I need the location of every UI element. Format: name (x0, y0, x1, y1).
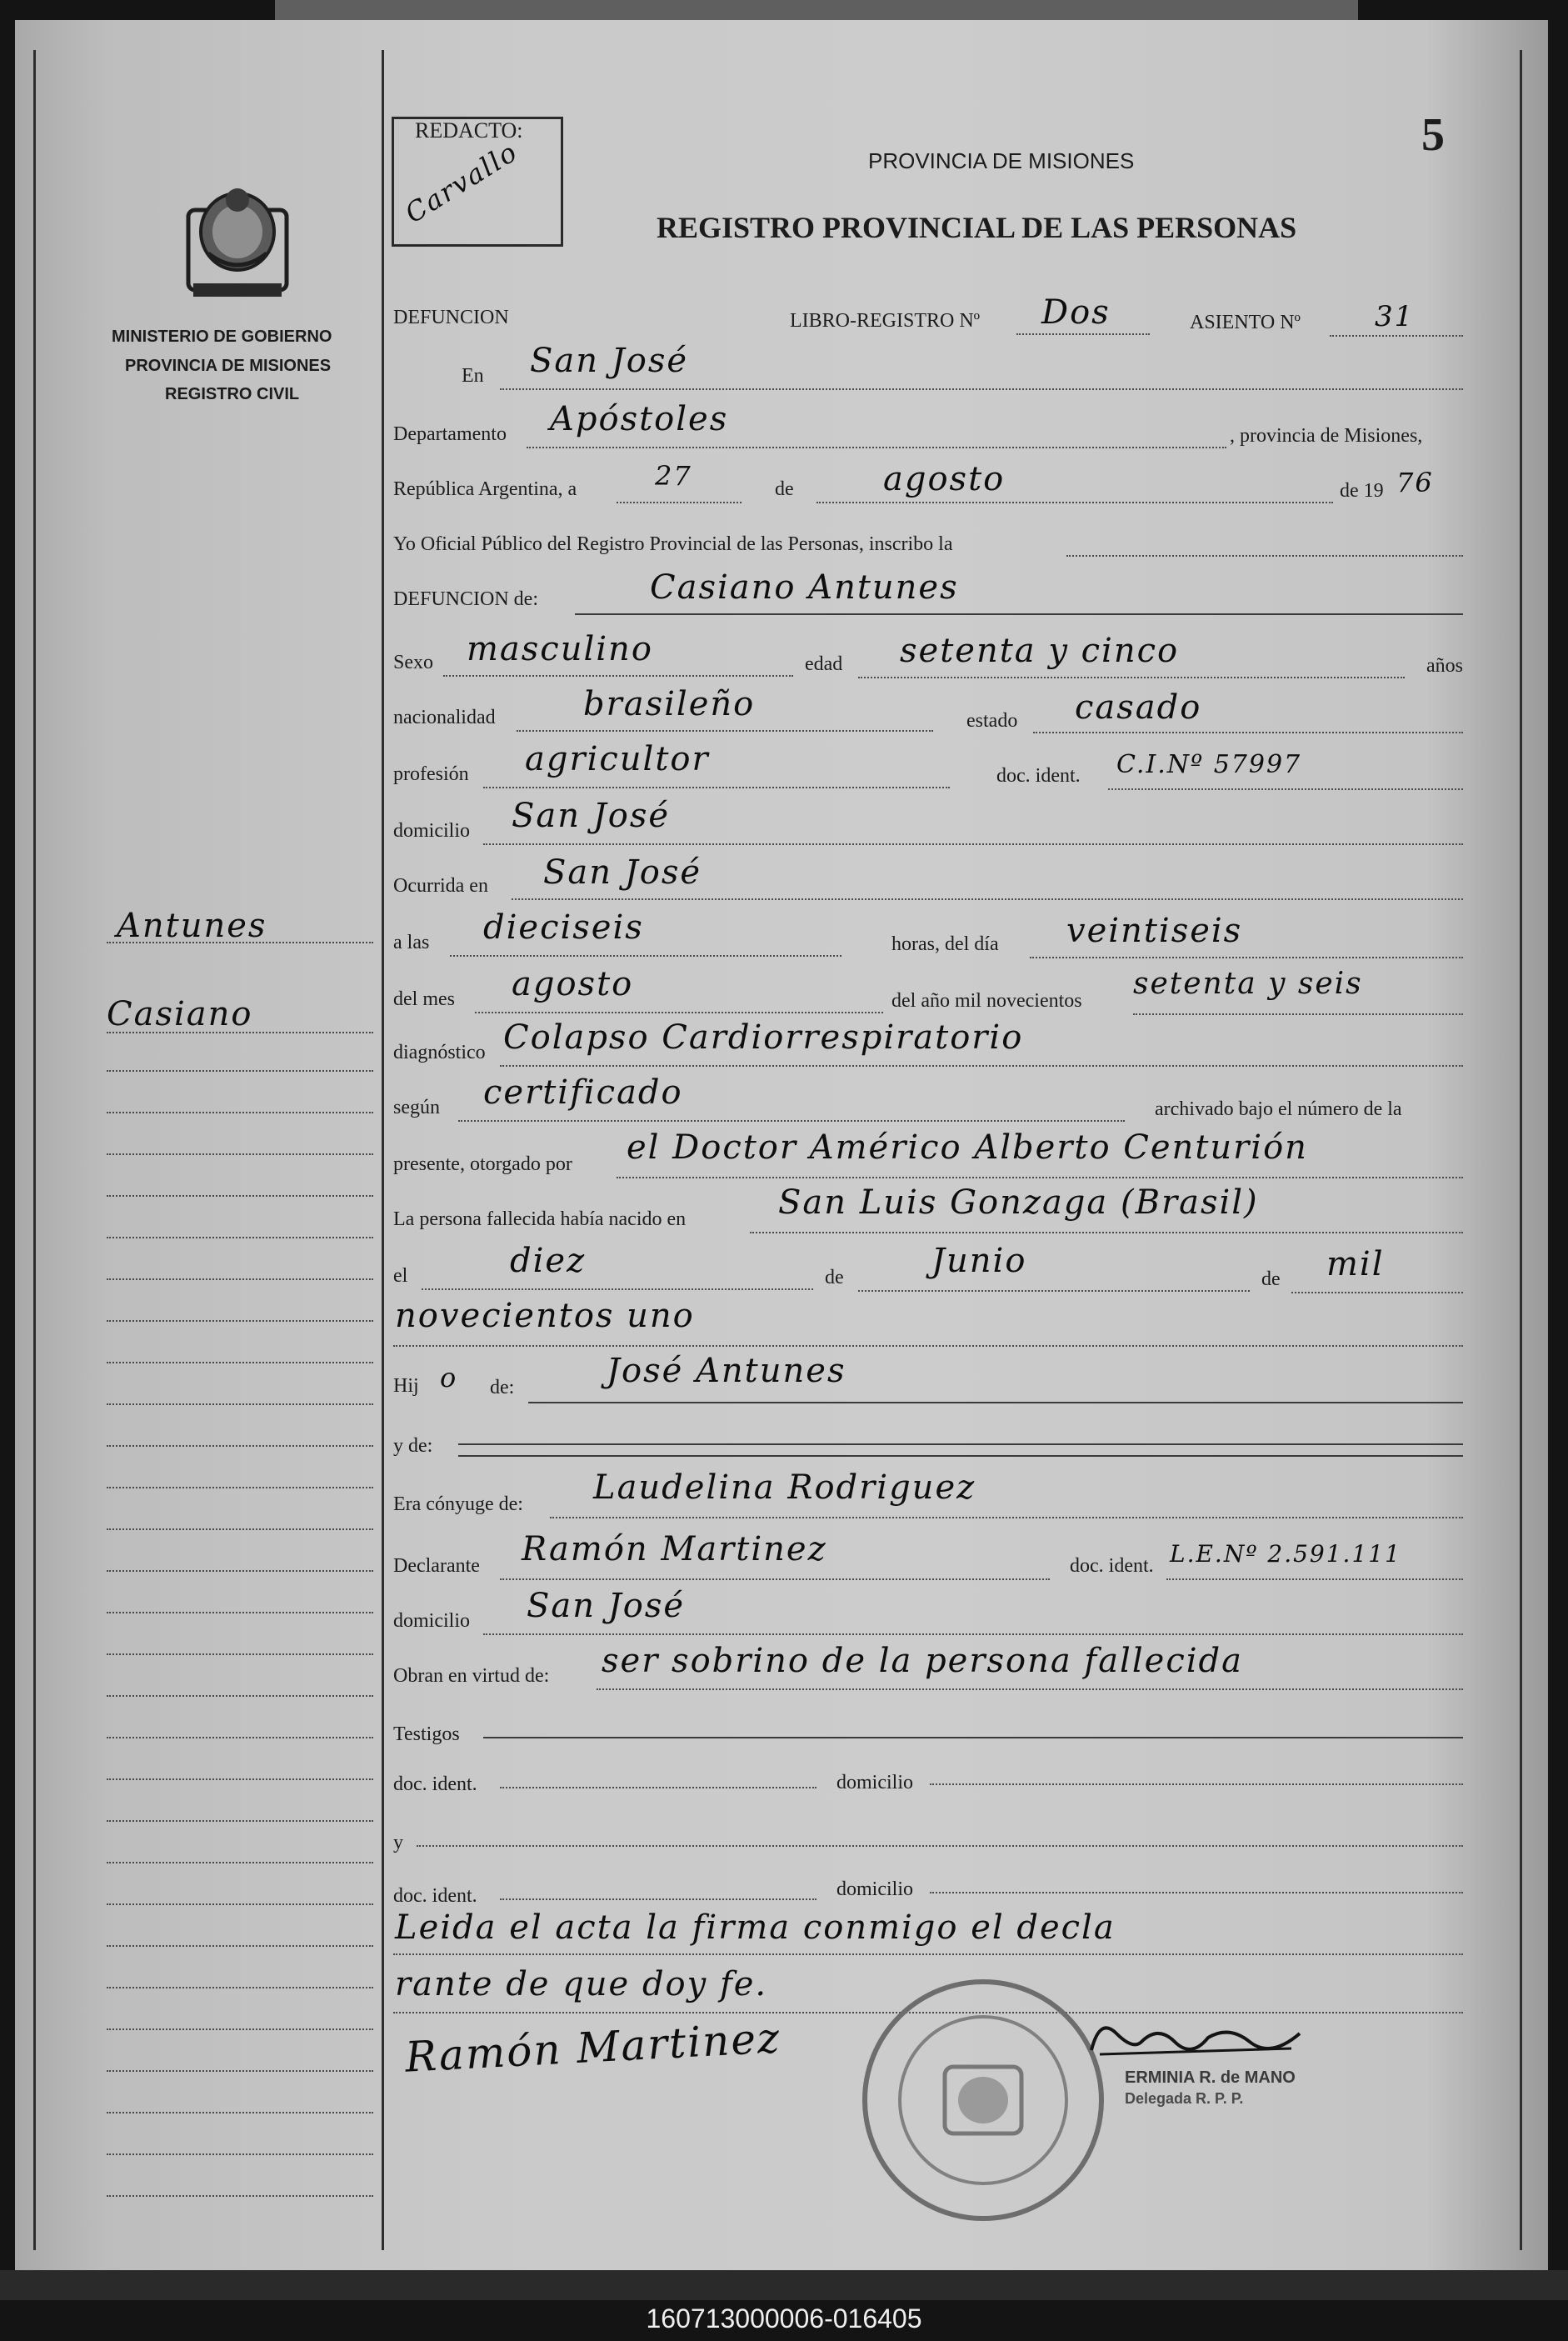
margin-line (107, 2112, 373, 2113)
declarante-domicilio-line (483, 1633, 1463, 1635)
testigo-2-line (417, 1845, 1463, 1847)
madre-line-1 (458, 1443, 1463, 1445)
dia-line (617, 502, 742, 503)
libro-registro-label: LIBRO-REGISTRO Nº (790, 310, 981, 332)
margin-line (107, 1528, 373, 1530)
diagnostico-label: diagnóstico (393, 1042, 486, 1063)
departamento-label: Departamento (393, 423, 507, 445)
diagnostico-line (500, 1065, 1463, 1067)
scan-top-edge (275, 0, 1358, 22)
declarante-doc-value: L.E.Nº 2.591.111 (1170, 1540, 1401, 1568)
defuncion-de-label: DEFUNCION de: (393, 588, 538, 610)
margin-line (107, 1320, 373, 1322)
yo-oficial-line (1066, 555, 1463, 557)
archivado-label: archivado bajo el número de la (1155, 1098, 1402, 1120)
nacionalidad-label: nacionalidad (393, 707, 496, 728)
nacido-en-label: La persona fallecida había nacido en (393, 1208, 687, 1230)
de-label-2: de (825, 1267, 844, 1288)
mes-value: agosto (883, 460, 1006, 498)
conyuge-value: Laudelina Rodriguez (593, 1468, 976, 1507)
mes-line (816, 502, 1333, 503)
margin-line (107, 1445, 373, 1447)
declarant-signature: Ramón Martinez (403, 2013, 782, 2082)
otorgado-value: el Doctor Américo Alberto Centurión (627, 1128, 1308, 1167)
departamento-value: Apóstoles (550, 400, 729, 438)
padre-value: José Antunes (607, 1352, 846, 1390)
obran-label: Obran en virtud de: (393, 1665, 550, 1687)
margin-line (107, 1987, 373, 1988)
en-line (500, 388, 1463, 390)
presente-label: presente, otorgado por (393, 1153, 572, 1175)
sexo-label: Sexo (393, 652, 433, 673)
document-id: 160713000006-016405 (646, 2303, 922, 2333)
hij-suffix: o (440, 1362, 458, 1393)
de-label-1: de (775, 478, 794, 500)
margin-line (107, 1862, 373, 1863)
margin-line (107, 1237, 373, 1238)
testigo-2-domicilio-label: domicilio (836, 1878, 913, 1900)
coat-of-arms-seal (177, 177, 298, 303)
right-border (1520, 50, 1522, 2250)
asiento-line (1330, 335, 1463, 337)
de-19-label: de 19 (1340, 480, 1384, 502)
mes-muerte-line (475, 1012, 883, 1013)
ocurrida-en-label: Ocurrida en (393, 875, 488, 897)
margin-line (107, 2070, 373, 2072)
registry-title: REGISTRO PROVINCIAL DE LAS PERSONAS (657, 211, 1297, 244)
margin-given-name: Casiano (107, 995, 253, 1033)
scan-bottom-edge (0, 2270, 1568, 2300)
hij-de-label: de: (490, 1377, 515, 1398)
estado-value: casado (1075, 688, 1202, 727)
official-signature (1083, 2008, 1316, 2067)
margin-line (107, 1070, 373, 1072)
official-name: ERMINIA R. de MANO (1125, 2068, 1296, 2087)
profesion-label: profesión (393, 763, 469, 785)
dia-muerte-value: veintiseis (1066, 912, 1243, 950)
declarante-domicilio-value: San José (527, 1587, 686, 1625)
segun-line (458, 1120, 1125, 1122)
margin-line (107, 1362, 373, 1363)
testigo-1-domicilio-label: domicilio (836, 1772, 913, 1793)
del-ano-label: del año mil novecientos (891, 990, 1082, 1012)
nacido-en-line (750, 1232, 1463, 1233)
margin-line (107, 1612, 373, 1613)
margin-line (107, 1403, 373, 1405)
hora-line (450, 955, 841, 957)
hora-value: dieciseis (483, 908, 644, 947)
anos-label: años (1426, 655, 1463, 677)
y-label: y (393, 1832, 403, 1853)
edad-value: setenta y cinco (900, 632, 1180, 670)
diagnostico-value: Colapso Cardiorrespiratorio (503, 1018, 1024, 1057)
margin-line (107, 1653, 373, 1655)
testigo-2-doc-line (500, 1898, 816, 1900)
defuncion-label: DEFUNCION (393, 307, 509, 328)
ano-value: 76 (1396, 467, 1434, 498)
hij-label: Hij (393, 1375, 419, 1397)
otorgado-line (617, 1177, 1463, 1178)
margin-line (107, 1903, 373, 1905)
domicilio-value: San José (512, 797, 671, 835)
horas-del-dia-label: horas, del día (891, 933, 999, 955)
margin-line (107, 1737, 373, 1738)
margin-line (107, 1778, 373, 1780)
madre-line-2 (458, 1455, 1463, 1457)
column-divider (382, 50, 384, 2250)
declarante-line (500, 1578, 1050, 1580)
margin-line (107, 1112, 373, 1113)
nac-ano-value-2: novecientos uno (395, 1297, 695, 1335)
conyuge-label: Era cónyuge de: (393, 1493, 523, 1515)
dia-muerte-line (1030, 957, 1463, 958)
margin-line (107, 2153, 373, 2155)
declarante-label: Declarante (393, 1555, 480, 1577)
testigos-label: Testigos (393, 1723, 460, 1745)
nac-dia-value: diez (510, 1242, 587, 1280)
obran-value: ser sobrino de la persona fallecida (602, 1642, 1243, 1680)
asiento-value: 31 (1375, 300, 1415, 333)
mes-muerte-value: agosto (512, 965, 634, 1003)
nac-dia-line (422, 1288, 813, 1290)
conyuge-line (550, 1517, 1463, 1518)
del-mes-label: del mes (393, 988, 455, 1010)
margin-line (107, 1820, 373, 1822)
doc-ident-label: doc. ident. (996, 765, 1081, 787)
domicilio-line (483, 843, 1463, 845)
margin-line (107, 1278, 373, 1280)
sexo-line (443, 675, 793, 677)
libro-line (1016, 333, 1150, 335)
nac-mes-line (858, 1290, 1250, 1292)
defuncion-de-line (575, 613, 1463, 615)
testigo-2-domicilio-line (930, 1892, 1463, 1893)
declarante-doc-label: doc. ident. (1070, 1555, 1154, 1577)
testigos-line (483, 1737, 1463, 1738)
redacto-label: REDACTO: (415, 118, 523, 143)
page-number: 5 (1421, 109, 1445, 161)
left-border (33, 50, 36, 2250)
declarante-value: Ramón Martinez (522, 1530, 827, 1568)
province-line: PROVINCIA DE MISIONES (125, 357, 332, 375)
closing-line-1 (393, 1953, 1463, 1955)
margin-line (107, 1487, 373, 1488)
yo-oficial-text: Yo Oficial Público del Registro Provincial de las Personas, inscribo la (393, 533, 953, 555)
deceased-name: Casiano Antunes (650, 568, 959, 607)
segun-label: según (393, 1097, 440, 1118)
official-title: Delegada R. P. P. (1125, 2090, 1244, 2107)
republica-label: República Argentina, a (393, 478, 577, 500)
asiento-label: ASIENTO Nº (1190, 312, 1301, 333)
ano-muerte-line (1133, 1013, 1463, 1015)
y-de-label: y de: (393, 1435, 433, 1457)
margin-surname: Antunes (117, 907, 267, 945)
en-label: En (462, 365, 484, 387)
margin-line (107, 1945, 373, 1947)
province-title: PROVINCIA DE MISIONES (868, 148, 1135, 173)
margin-line (107, 1195, 373, 1197)
nac-ano-line (1291, 1292, 1463, 1293)
ocurrida-value: San José (543, 853, 702, 892)
testigo-1-doc-line (500, 1787, 816, 1788)
departamento-line (527, 447, 1226, 448)
de-label-3: de (1261, 1268, 1281, 1290)
nac-mes-value: Junio (931, 1242, 1027, 1280)
nac-ano-value-1: mil (1326, 1245, 1385, 1283)
edad-label: edad (805, 653, 843, 675)
closing-text-2: rante de que doy fe. (395, 1965, 768, 2003)
testigo-2-doc-label: doc. ident. (393, 1885, 477, 1907)
margin-line (107, 2195, 373, 2197)
nacido-en-value: San Luis Gonzaga (Brasil) (778, 1183, 1259, 1222)
margin-line (107, 2028, 373, 2030)
estado-label: estado (966, 710, 1018, 732)
profesion-line (483, 787, 950, 788)
provincia-label: , provincia de Misiones, (1230, 425, 1423, 447)
en-value: San José (530, 342, 689, 380)
el-label: el (393, 1265, 408, 1287)
testigo-1-doc-label: doc. ident. (393, 1773, 477, 1795)
testigo-1-domicilio-line (930, 1783, 1463, 1785)
ministry-line: MINISTERIO DE GOBIERNO (112, 328, 332, 346)
segun-value: certificado (483, 1073, 683, 1112)
padre-line (528, 1402, 1463, 1403)
edad-line (858, 677, 1405, 678)
declarante-doc-line (1166, 1578, 1463, 1580)
doc-ident-line (1108, 788, 1463, 790)
libro-value: Dos (1041, 293, 1111, 332)
declarante-domicilio-label: domicilio (393, 1610, 470, 1632)
closing-text-1: Leida el acta la firma conmigo el decla (395, 1908, 1116, 1947)
dia-value: 27 (655, 460, 692, 492)
estado-line (1033, 732, 1463, 733)
margin-line (107, 1570, 373, 1572)
domicilio-label: domicilio (393, 820, 470, 842)
a-las-label: a las (393, 932, 430, 953)
obran-line (597, 1688, 1463, 1690)
civil-registry-line: REGISTRO CIVIL (165, 385, 300, 403)
ocurrida-line (512, 898, 1463, 900)
redacto-signature: Carvallo (399, 135, 524, 230)
nac-ano-line-2 (393, 1345, 1463, 1347)
ano-muerte-value: setenta y seis (1133, 967, 1363, 1001)
nacionalidad-value: brasileño (583, 685, 756, 723)
nacionalidad-line (517, 730, 933, 732)
official-round-seal (858, 1975, 1108, 2225)
margin-line (107, 1695, 373, 1697)
margin-line (107, 1153, 373, 1155)
sexo-value: masculino (467, 630, 653, 668)
profesion-value: agricultor (525, 740, 710, 778)
doc-ident-value: C.I.Nº 57997 (1116, 750, 1302, 779)
